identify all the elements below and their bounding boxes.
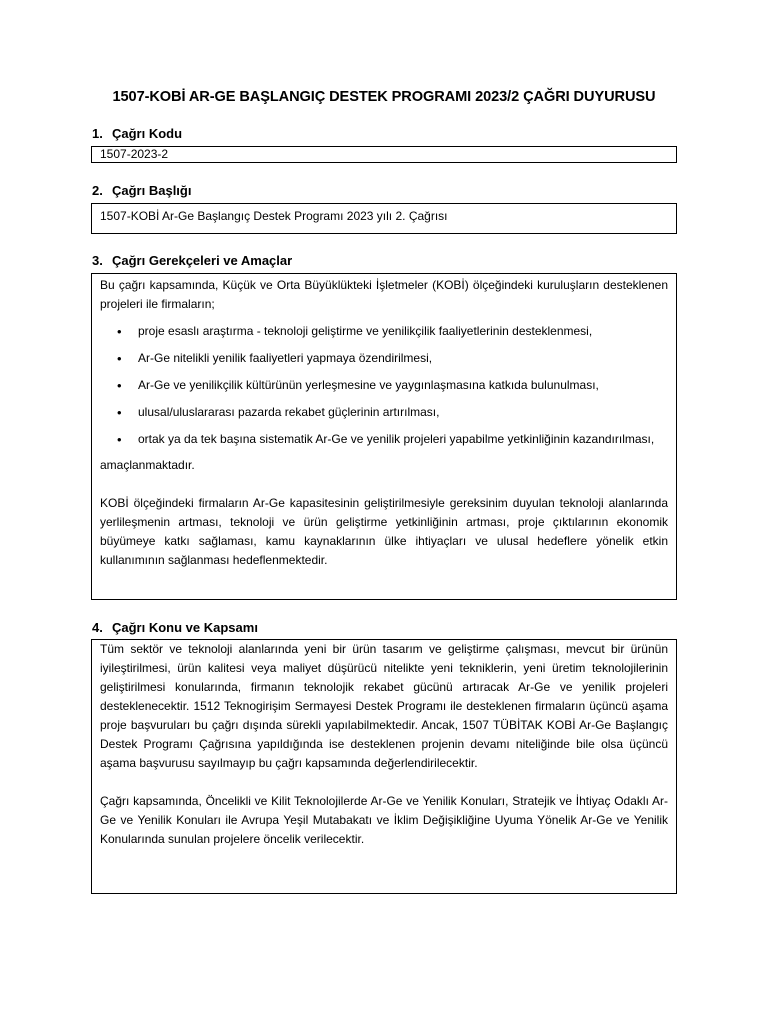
- section-3-number: 3.: [92, 253, 103, 268]
- section-4-heading: [92, 620, 258, 635]
- rationale-intro: Bu çağrı kapsamında, Küçük ve Orta Büyüklükteki İşletmeler (KOBİ) ölçeğindeki kuruluşların desteklenen projeleri ile firmaların;: [100, 278, 668, 311]
- scope-paragraph-2: Çağrı kapsamında, Öncelikli ve Kilit Teknolojilerde Ar-Ge ve Yenilik Konuları, Stratejik ve İhtiyaç Odaklı Ar-Ge ve Yenilik Konuları ile Avrupa Yeşil Mutabakatı ve İklim Değişikliğine Uyuma Yönelik Ar-Ge ve Yenilik Konularında sunulan projelere öncelik verilecektir.: [100, 794, 668, 846]
- list-item-text: Ar-Ge nitelikli yenilik faaliyetleri yapmaya özendirilmesi,: [138, 351, 433, 365]
- bullet-icon: •: [117, 324, 122, 339]
- list-item: [92, 430, 676, 449]
- section-2-heading: [92, 183, 191, 198]
- section-1-heading: [92, 126, 182, 141]
- bullet-icon: •: [117, 405, 122, 420]
- list-item: [92, 349, 676, 368]
- call-title-value: 1507-KOBİ Ar-Ge Başlangıç Destek Programı 2023 yılı 2. Çağrısı: [100, 209, 448, 223]
- list-item: [92, 403, 676, 422]
- bullet-icon: •: [117, 378, 122, 393]
- rationale-outro: amaçlanmaktadır.: [100, 458, 195, 472]
- bullet-icon: •: [117, 351, 122, 366]
- objectives-list: [92, 322, 676, 449]
- list-item-text: proje esaslı araştırma - teknoloji geliştirme ve yenilikçilik faaliyetlerinin desteklenmesi,: [138, 324, 593, 338]
- section-4-number: 4.: [92, 620, 103, 635]
- section-1-number: 1.: [92, 126, 103, 141]
- list-item-text: ortak ya da tek başına sistematik Ar-Ge ve yenilik projeleri yapabilme yetkinliğinin kazandırılması,: [138, 432, 655, 446]
- list-item: [92, 376, 676, 395]
- section-1-title: Çağrı Kodu: [112, 126, 183, 141]
- scope-paragraph-1: Tüm sektör ve teknoloji alanlarında yeni bir ürün tasarım ve geliştirme çalışması, mevcut bir ürünün iyileştirilmesi, ürün kalitesi veya maliyet düşürücü nitelikte yeni tekniklerin, yeni üretim teknolojilerinin geliştirilmesi konularında, firmanın teknolojik rekabet gücünü artıracak Ar-Ge ve yenilik projeleri desteklenecektir. 1512 Teknogirişim Sermayesi Destek Programı ile desteklenen firmaların üçüncü aşama proje başvuruları bu çağrı dışında sürekli yapılabilmektedir. Ancak, 1507 TÜBİTAK KOBİ Ar-Ge Başlangıç Destek Programı Çağrısına yapıldığında ise desteklenen projenin devamı niteliğinde bile olsa üçüncü aşama başvurusu sayılmayıp bu çağrı kapsamında değerlendirilecektir.: [100, 642, 668, 770]
- section-3-heading: [92, 253, 292, 268]
- call-code-value: 1507-2023-2: [100, 147, 169, 161]
- section-2-title: Çağrı Başlığı: [112, 183, 192, 198]
- section-4-title: Çağrı Konu ve Kapsamı: [112, 620, 258, 635]
- call-code-box: [91, 146, 677, 163]
- rationale-box: [91, 273, 677, 600]
- list-item-text: ulusal/uluslararası pazarda rekabet güçlerinin artırılması,: [138, 405, 440, 419]
- rationale-paragraph: KOBİ ölçeğindeki firmaların Ar-Ge kapasitesinin geliştirilmesiyle gereksinim duyulan teknoloji alanlarında yerlileşmenin artması, teknoloji ve ürün geliştirme yetkinliğinin artması, proje çıktılarının ekonomik büyümeye katkı sağlaması, kamu kaynaklarının ülke ihtiyaçları ve ulusal hedeflere yönelik etkin kullanımının sağlanması hedeflenmektedir.: [100, 496, 668, 567]
- list-item-text: Ar-Ge ve yenilikçilik kültürünün yerleşmesine ve yaygınlaşmasına katkıda bulunulması,: [138, 378, 599, 392]
- section-2-number: 2.: [92, 183, 103, 198]
- call-title-box: [91, 203, 677, 234]
- list-item: [92, 322, 676, 341]
- document-title: 1507-KOBİ AR-GE BAŞLANGIÇ DESTEK PROGRAMI 2023/2 ÇAĞRI DUYURUSU: [112, 89, 656, 105]
- section-3-title: Çağrı Gerekçeleri ve Amaçlar: [112, 253, 293, 268]
- scope-box: [91, 639, 677, 894]
- bullet-icon: •: [117, 432, 122, 447]
